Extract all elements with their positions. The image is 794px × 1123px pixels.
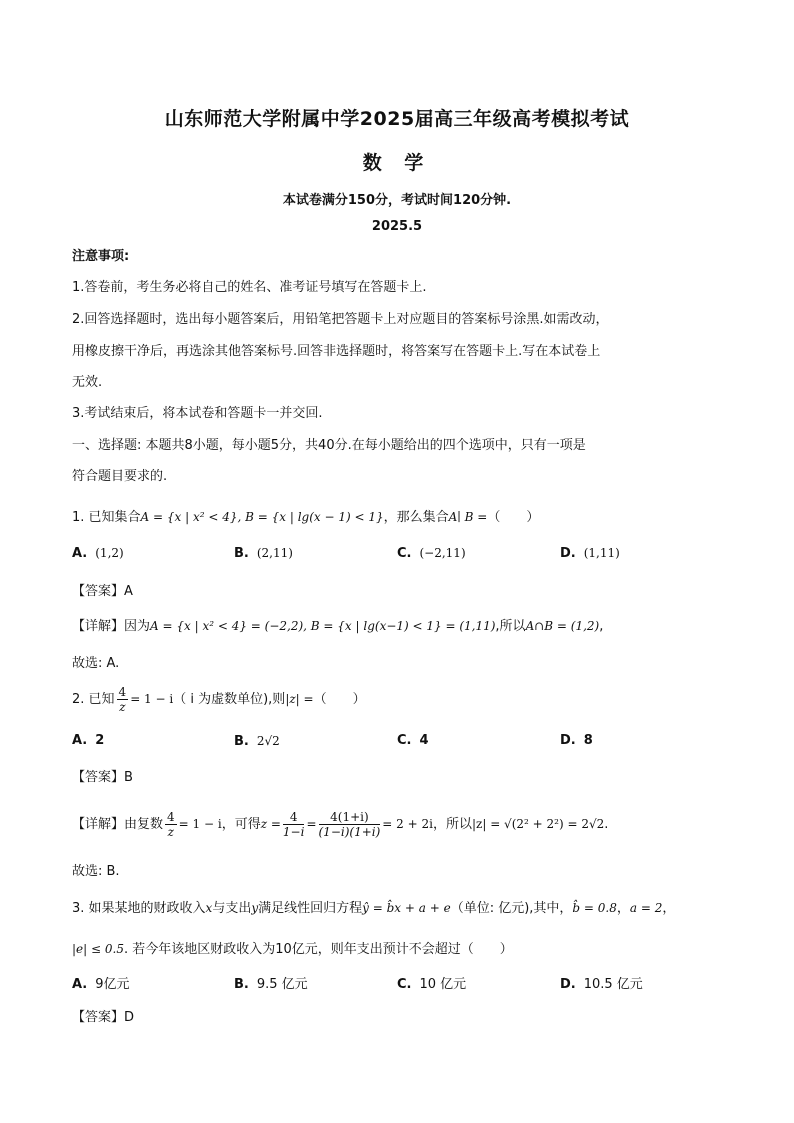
q1-paren: （ ） bbox=[487, 510, 540, 525]
q1-answer: 【答案】A bbox=[72, 584, 133, 599]
notice-item-2-line-3: 无效. bbox=[72, 375, 103, 390]
q1-conclusion: 故选: A. bbox=[72, 656, 120, 671]
q1-option-d: D. (1,11) bbox=[560, 546, 620, 561]
notice-heading: 注意事项: bbox=[72, 249, 130, 264]
exam-subject: 数 学 bbox=[362, 152, 432, 174]
notice-item-2-line-1: 2.回答选择题时，选出每小题答案后，用铅笔把答题卡上对应题目的答案标号涂黑.如需改动， bbox=[72, 312, 609, 327]
q2-option-c: C. 4 bbox=[397, 733, 429, 748]
section-1-line-2: 符合题目要求的. bbox=[72, 469, 168, 484]
q3-line-2: |e| ≤ 0.5. 若今年该地区财政收入为10亿元，则年支出预计不会超过（ ） bbox=[72, 942, 513, 957]
q1-option-c: C. (−2,11) bbox=[397, 546, 466, 561]
q1-math: A = {x | x² < 4}, B = {x | lg(x − 1) < 1} bbox=[140, 510, 384, 524]
q1-stem bbox=[72, 507, 539, 528]
q2-option-d: D. 8 bbox=[560, 733, 593, 748]
q3-line-1: 3. 如果某地的财政收入x与支出y满足线性回归方程ŷ = b̂x + a + e（单位: 亿元),其中，b̂ = 0.8，a = 2， bbox=[72, 901, 676, 916]
section-1-line-1: 一、选择题: 本题共8小题，每小题5分，共40分.在每小题给出的四个选项中，只有一项是 bbox=[72, 438, 586, 453]
q1-option-b: B. (2,11) bbox=[234, 546, 293, 561]
exam-info: 本试卷满分150分，考试时间120分钟. bbox=[282, 193, 512, 208]
q2-answer: 【答案】B bbox=[72, 770, 133, 785]
notice-item-1: 1.答卷前，考生务必将自己的姓名、准考证号填写在答题卡上. bbox=[72, 280, 427, 295]
q3-option-c: C. 10 亿元 bbox=[397, 977, 467, 992]
exam-date: 2025.5 bbox=[371, 219, 423, 234]
q2-option-a: A. 2 bbox=[72, 733, 105, 748]
q2-detail: 【详解】由复数 $\frac{4}{z}$ = 1 − i，可得z = $\frac{4}{1-i}$ = $\frac{4(1+i)}{(1-i)(1+i)}$ = 2 + 2i，所以|z| = √(2² + 2²) = 2√2. bbox=[72, 810, 609, 839]
q2-conclusion: 故选: B. bbox=[72, 864, 120, 879]
notice-item-2-line-2: 用橡皮擦干净后，再选涂其他答案标号.回答非选择题时，将答案写在答题卡上.写在本试卷上 bbox=[72, 344, 601, 359]
q1-math2: A∣ B = bbox=[448, 510, 488, 524]
q3-option-d: D. 10.5 亿元 bbox=[560, 977, 643, 992]
q1-prefix: 1. 已知集合 bbox=[72, 510, 141, 525]
q1-suffix: ，那么集合 bbox=[383, 510, 449, 525]
q1-detail: 【详解】因为A = {x | x² < 4} = (−2,2), B = {x | lg(x−1) < 1} = (1,11),所以A∩B = (1,2), bbox=[72, 619, 604, 634]
notice-item-3: 3.考试结束后，将本试卷和答题卡一并交回. bbox=[72, 406, 323, 421]
q2-stem: 2. 已知 $\frac{4}{z}$ = 1 − i（ i 为虚数单位),则|z| =（ ） bbox=[72, 685, 366, 714]
q2-option-b: B. 2√2 bbox=[234, 734, 280, 749]
q3-option-a: A. 9亿元 bbox=[72, 977, 130, 992]
q3-answer: 【答案】D bbox=[72, 1010, 135, 1025]
exam-title: 山东师范大学附属中学2025届高三年级高考模拟考试 bbox=[164, 108, 630, 130]
q2-fraction: $\frac{4}{z}$ bbox=[118, 685, 127, 714]
q3-option-b: B. 9.5 亿元 bbox=[234, 977, 308, 992]
q1-option-a: A. (1,2) bbox=[72, 546, 124, 561]
